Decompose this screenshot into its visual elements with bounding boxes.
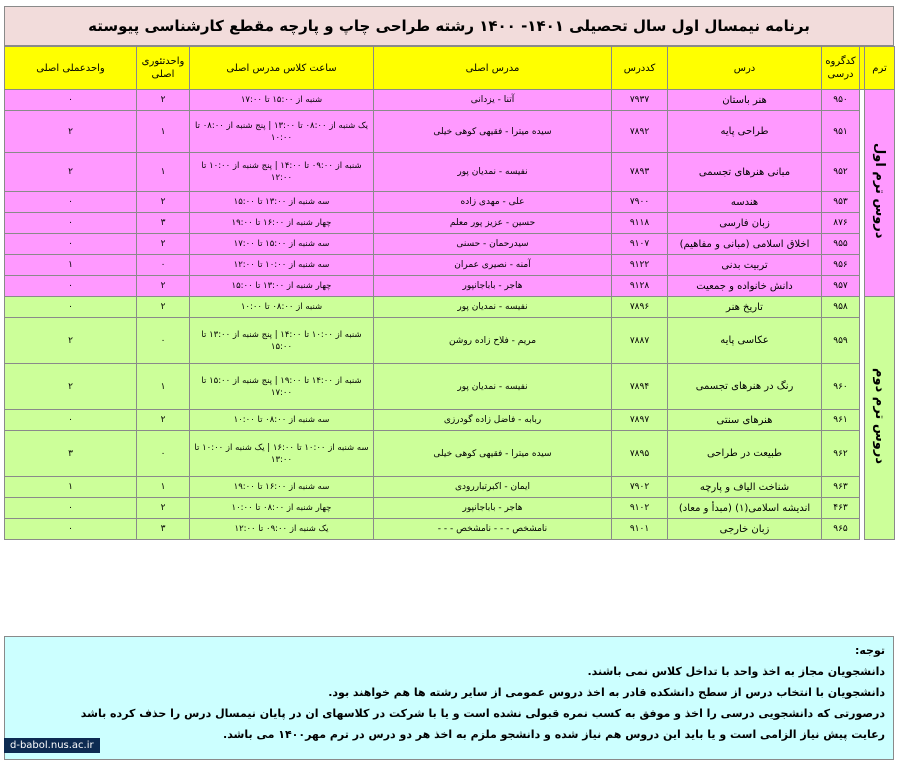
cell-group: ۹۵۰ <box>822 90 860 111</box>
cell-code: ۹۱۰۲ <box>612 498 668 519</box>
term-label-cell <box>865 297 895 540</box>
cell-group: ۹۶۲ <box>822 431 860 477</box>
cell-practical: ۲ <box>5 111 137 153</box>
cell-instructor: حسین - عزیز پور معلم <box>374 213 612 234</box>
cell-instructor: نامشخص - - - نامشخص - - - <box>374 519 612 540</box>
header-spacer <box>860 47 865 90</box>
cell-instructor: نفیسه - نمدیان پور <box>374 364 612 410</box>
cell-practical: ۰ <box>5 192 137 213</box>
table-row <box>5 90 895 111</box>
cell-group: ۹۵۲ <box>822 153 860 192</box>
cell-theory: ۲ <box>137 297 190 318</box>
cell-time: سه شنبه از ۰۸:۰۰ تا ۱۰:۰۰ <box>190 410 374 431</box>
cell-code: ۷۸۹۶ <box>612 297 668 318</box>
cell-code: ۹۱۲۲ <box>612 255 668 276</box>
cell-instructor: آتنا - یزدانی <box>374 90 612 111</box>
cell-theory: ۱ <box>137 111 190 153</box>
cell-theory: ۲ <box>137 498 190 519</box>
cell-instructor: سیدرحمان - حسنی <box>374 234 612 255</box>
cell-theory: ۰ <box>137 431 190 477</box>
table-row <box>5 364 895 410</box>
cell-code: ۹۱۰۷ <box>612 234 668 255</box>
cell-time: سه شنبه از ۱۶:۰۰ تا ۱۹:۰۰ <box>190 477 374 498</box>
cell-theory: ۲ <box>137 410 190 431</box>
cell-time: سه شنبه از ۱۰:۰۰ تا ۱۲:۰۰ <box>190 255 374 276</box>
cell-group: ۹۶۳ <box>822 477 860 498</box>
table-row <box>5 111 895 153</box>
cell-theory: ۳ <box>137 213 190 234</box>
cell-course: اخلاق اسلامی (مبانی و مفاهیم) <box>668 234 822 255</box>
cell-course: هندسه <box>668 192 822 213</box>
notes-line: دانشجویان مجاز به اخذ واحد با تداخل کلاس نمی باشند. <box>587 665 885 678</box>
cell-time: یک شنبه از ۰۸:۰۰ تا ۱۳:۰۰ | پنج شنبه از ۰۸:۰۰ تا ۱۰:۰۰ <box>190 111 374 153</box>
cell-practical: ۰ <box>5 234 137 255</box>
table-row <box>5 153 895 192</box>
cell-code: ۹۱۱۸ <box>612 213 668 234</box>
cell-instructor: نفیسه - نمدیان پور <box>374 153 612 192</box>
cell-code: ۷۸۹۷ <box>612 410 668 431</box>
cell-code: ۷۹۰۰ <box>612 192 668 213</box>
table-row <box>5 498 895 519</box>
cell-theory: ۲ <box>137 90 190 111</box>
cell-theory: ۱ <box>137 153 190 192</box>
cell-course: زبان خارجی <box>668 519 822 540</box>
notes-title: توجه: <box>854 644 885 657</box>
schedule-sheet <box>4 6 894 540</box>
cell-code: ۷۸۸۷ <box>612 318 668 364</box>
cell-instructor: سیده میترا - فقیهی کوهی خیلی <box>374 111 612 153</box>
cell-code: ۷۸۹۴ <box>612 364 668 410</box>
cell-group: ۹۵۹ <box>822 318 860 364</box>
cell-practical: ۰ <box>5 297 137 318</box>
cell-time: چهار شنبه از ۰۸:۰۰ تا ۱۰:۰۰ <box>190 498 374 519</box>
cell-course: تاریخ هنر <box>668 297 822 318</box>
term-spacer <box>860 297 865 540</box>
cell-code: ۹۱۲۸ <box>612 276 668 297</box>
cell-practical: ۰ <box>5 498 137 519</box>
cell-group: ۹۵۸ <box>822 297 860 318</box>
schedule-body <box>5 90 895 540</box>
cell-group: ۹۵۵ <box>822 234 860 255</box>
cell-theory: ۲ <box>137 192 190 213</box>
cell-group: ۹۵۱ <box>822 111 860 153</box>
page-title: برنامه نیمسال اول سال تحصیلی ۱۴۰۱- ۱۴۰۰ رشته طراحی چاپ و پارچه مقطع کارشناسی پیوسته <box>4 6 894 46</box>
table-row <box>5 477 895 498</box>
cell-theory: ۰ <box>137 255 190 276</box>
cell-code: ۷۹۳۷ <box>612 90 668 111</box>
cell-instructor: ربابه - فاضل زاده گودرزی <box>374 410 612 431</box>
cell-instructor: نفیسه - نمدیان پور <box>374 297 612 318</box>
cell-theory: ۰ <box>137 318 190 364</box>
table-row <box>5 255 895 276</box>
cell-time: یک شنبه از ۰۹:۰۰ تا ۱۲:۰۰ <box>190 519 374 540</box>
cell-practical: ۲ <box>5 153 137 192</box>
table-row <box>5 192 895 213</box>
cell-course: هنر باستان <box>668 90 822 111</box>
cell-practical: ۱ <box>5 477 137 498</box>
cell-practical: ۲ <box>5 318 137 364</box>
header-code: کددرس <box>612 47 668 90</box>
cell-course: شناخت الیاف و پارچه <box>668 477 822 498</box>
cell-course: رنگ در هنرهای تجسمی <box>668 364 822 410</box>
cell-course: طراحی پایه <box>668 111 822 153</box>
cell-group: ۸۷۶ <box>822 213 860 234</box>
notes-line: رعایت پیش نیاز الزامی است و یا باید این دروس هم نیاز شده و دانشجو ملزم به اخذ هر دو درس در ترم مهر۱۴۰۰ می باشد. <box>223 728 885 741</box>
header-practical: واحدعملی اصلی <box>5 47 137 90</box>
cell-instructor: ایمان - اکبرتباررودی <box>374 477 612 498</box>
header-theory: واحدتئوری اصلی <box>137 47 190 90</box>
cell-time: شنبه از ۰۸:۰۰ تا ۱۰:۰۰ <box>190 297 374 318</box>
cell-time: شنبه از ۱۴:۰۰ تا ۱۹:۰۰ | پنج شنبه از ۱۵:۰۰ تا ۱۷:۰۰ <box>190 364 374 410</box>
cell-course: طبیعت در طراحی <box>668 431 822 477</box>
cell-theory: ۲ <box>137 276 190 297</box>
schedule-table <box>4 46 895 540</box>
cell-code: ۹۱۰۱ <box>612 519 668 540</box>
term-label: دروس ترم دوم <box>872 367 887 464</box>
site-watermark: d-babol.nus.ac.ir <box>4 738 100 753</box>
cell-instructor: هاجر - باباجانپور <box>374 276 612 297</box>
cell-time: چهار شنبه از ۱۶:۰۰ تا ۱۹:۰۰ <box>190 213 374 234</box>
cell-time: چهار شنبه از ۱۳:۰۰ تا ۱۵:۰۰ <box>190 276 374 297</box>
header-row <box>5 47 895 90</box>
cell-theory: ۲ <box>137 234 190 255</box>
term-label-cell <box>865 90 895 297</box>
cell-practical: ۳ <box>5 431 137 477</box>
cell-group: ۹۶۱ <box>822 410 860 431</box>
table-row <box>5 234 895 255</box>
cell-practical: ۰ <box>5 213 137 234</box>
cell-course: دانش خانواده و جمعیت <box>668 276 822 297</box>
cell-practical: ۲ <box>5 364 137 410</box>
cell-theory: ۱ <box>137 477 190 498</box>
cell-code: ۷۸۹۳ <box>612 153 668 192</box>
table-row <box>5 318 895 364</box>
cell-instructor: سیده میترا - فقیهی کوهی خیلی <box>374 431 612 477</box>
cell-time: شنبه از ۱۰:۰۰ تا ۱۴:۰۰ | پنج شنبه از ۱۳:۰۰ تا ۱۵:۰۰ <box>190 318 374 364</box>
cell-course: هنرهای سنتی <box>668 410 822 431</box>
cell-instructor: آمنه - نصیری عمران <box>374 255 612 276</box>
cell-course: زبان فارسی <box>668 213 822 234</box>
cell-group: ۹۶۰ <box>822 364 860 410</box>
cell-practical: ۱ <box>5 255 137 276</box>
notes-box <box>4 636 894 760</box>
term-spacer <box>860 90 865 297</box>
cell-course: تربیت بدنی <box>668 255 822 276</box>
table-row <box>5 431 895 477</box>
cell-time: سه شنبه از ۱۰:۰۰ تا ۱۶:۰۰ | یک شنبه از ۱۰:۰۰ تا ۱۳:۰۰ <box>190 431 374 477</box>
header-instructor: مدرس اصلی <box>374 47 612 90</box>
table-row <box>5 276 895 297</box>
cell-group: ۹۶۵ <box>822 519 860 540</box>
header-group: کدگروه درسی <box>822 47 860 90</box>
cell-time: شنبه از ۰۹:۰۰ تا ۱۴:۰۰ | پنج شنبه از ۱۰:۰۰ تا ۱۲:۰۰ <box>190 153 374 192</box>
cell-time: شنبه از ۱۵:۰۰ تا ۱۷:۰۰ <box>190 90 374 111</box>
cell-code: ۷۹۰۲ <box>612 477 668 498</box>
cell-course: مبانی هنرهای تجسمی <box>668 153 822 192</box>
cell-code: ۷۸۹۵ <box>612 431 668 477</box>
cell-instructor: هاجر - باباجانپور <box>374 498 612 519</box>
term-label: دروس ترم اول <box>872 143 887 239</box>
cell-time: سه شنبه از ۱۵:۰۰ تا ۱۷:۰۰ <box>190 234 374 255</box>
header-term: ترم <box>865 47 895 90</box>
table-row <box>5 213 895 234</box>
cell-group: ۹۵۳ <box>822 192 860 213</box>
cell-group: ۹۵۷ <box>822 276 860 297</box>
table-row <box>5 297 895 318</box>
cell-theory: ۳ <box>137 519 190 540</box>
cell-instructor: علی - مهدی زاده <box>374 192 612 213</box>
header-time: ساعت کلاس مدرس اصلی <box>190 47 374 90</box>
cell-group: ۴۶۳ <box>822 498 860 519</box>
cell-code: ۷۸۹۲ <box>612 111 668 153</box>
header-course: درس <box>668 47 822 90</box>
table-row <box>5 410 895 431</box>
cell-group: ۹۵۶ <box>822 255 860 276</box>
cell-practical: ۰ <box>5 410 137 431</box>
cell-instructor: مریم - فلاح زاده روشن <box>374 318 612 364</box>
cell-practical: ۰ <box>5 276 137 297</box>
cell-course: عکاسی پایه <box>668 318 822 364</box>
cell-theory: ۱ <box>137 364 190 410</box>
cell-practical: ۰ <box>5 90 137 111</box>
cell-time: سه شنبه از ۱۳:۰۰ تا ۱۵:۰۰ <box>190 192 374 213</box>
cell-practical: ۰ <box>5 519 137 540</box>
notes-line: درصورتی که دانشجویی درسی را اخذ و موفق به کسب نمره قبولی نشده است و یا با شرکت در کلاسهای ان در پایان نیمسال درس را حذف کرده باشد <box>80 707 885 720</box>
table-row <box>5 519 895 540</box>
notes-line: دانشجویان با انتخاب درس از سطح دانشکده قادر به اخذ دروس عمومی از سایر رشته ها هم خواهند بود. <box>328 686 885 699</box>
cell-course: اندیشه اسلامی(۱) (مبدأ و معاد) <box>668 498 822 519</box>
